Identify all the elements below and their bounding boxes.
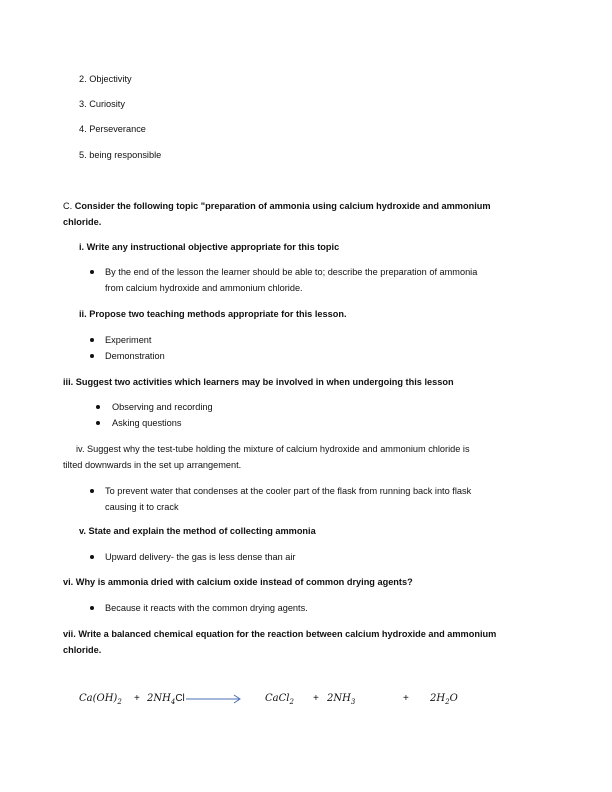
- question-1: i. Write any instructional objective appropriate for this topic: [79, 242, 340, 252]
- plus-sign: +: [403, 693, 409, 704]
- bullet-icon: [90, 555, 94, 559]
- reactant-ammonium-chloride: $2NH_4Cl$: [147, 693, 185, 706]
- reaction-arrow-icon: [186, 694, 242, 704]
- question-7: vii. Write a balanced chemical equation for the reaction between calcium hydroxide and ammonium: [63, 629, 497, 639]
- answer-3-item: Observing and recording: [112, 402, 213, 412]
- section-c-heading-cont: chloride.: [63, 217, 102, 227]
- plus-sign: +: [134, 693, 140, 704]
- question-4-cont: tilted downwards in the set up arrangement.: [63, 460, 242, 470]
- bullet-icon: [96, 421, 100, 425]
- bullet-icon: [90, 489, 94, 493]
- value-item: 4. Perseverance: [79, 124, 146, 134]
- question-7-cont: chloride.: [63, 645, 102, 655]
- answer-1-cont: from calcium hydroxide and ammonium chloride.: [105, 283, 303, 293]
- question-5: v. State and explain the method of collecting ammonia: [79, 526, 316, 536]
- bullet-icon: [90, 606, 94, 610]
- question-2: ii. Propose two teaching methods appropriate for this lesson.: [79, 309, 347, 319]
- answer-4: To prevent water that condenses at the cooler part of the flask from running back into flask: [105, 486, 472, 496]
- plus-sign: +: [313, 693, 319, 704]
- bullet-icon: [96, 405, 100, 409]
- bullet-icon: [90, 338, 94, 342]
- answer-2-item: Experiment: [105, 335, 152, 345]
- answer-6: Because it reacts with the common drying agents.: [105, 603, 308, 613]
- answer-3-item: Asking questions: [112, 418, 182, 428]
- answer-2-item: Demonstration: [105, 351, 165, 361]
- value-item: 2. Objectivity: [79, 74, 132, 84]
- answer-1: By the end of the lesson the learner should be able to; describe the preparation of ammonia: [105, 267, 478, 277]
- reactant-calcium-hydroxide: $Ca(OH)_2$: [79, 693, 122, 706]
- value-item: 3. Curiosity: [79, 99, 125, 109]
- question-4: iv. Suggest why the test-tube holding the mixture of calcium hydroxide and ammonium chloride is: [76, 444, 470, 454]
- section-c-heading: [63, 200, 491, 212]
- answer-5: Upward delivery- the gas is less dense than air: [105, 552, 296, 562]
- question-3: iii. Suggest two activities which learners may be involved in when undergoing this lesson: [63, 377, 454, 387]
- question-6: vi. Why is ammonia dried with calcium oxide instead of common drying agents?: [63, 577, 413, 587]
- product-calcium-chloride: CaCl$_2$: [265, 693, 294, 706]
- value-item: 5. being responsible: [79, 150, 162, 160]
- product-water: $2H_2O$: [430, 693, 458, 706]
- bullet-icon: [90, 270, 94, 274]
- heading-text: Consider the following topic "preparation of ammonia using calcium hydroxide and ammonium: [72, 201, 491, 211]
- bullet-icon: [90, 354, 94, 358]
- answer-4-cont: causing it to crack: [105, 502, 179, 512]
- product-ammonia: $2NH_3$: [327, 693, 356, 706]
- section-prefix: C.: [63, 201, 73, 211]
